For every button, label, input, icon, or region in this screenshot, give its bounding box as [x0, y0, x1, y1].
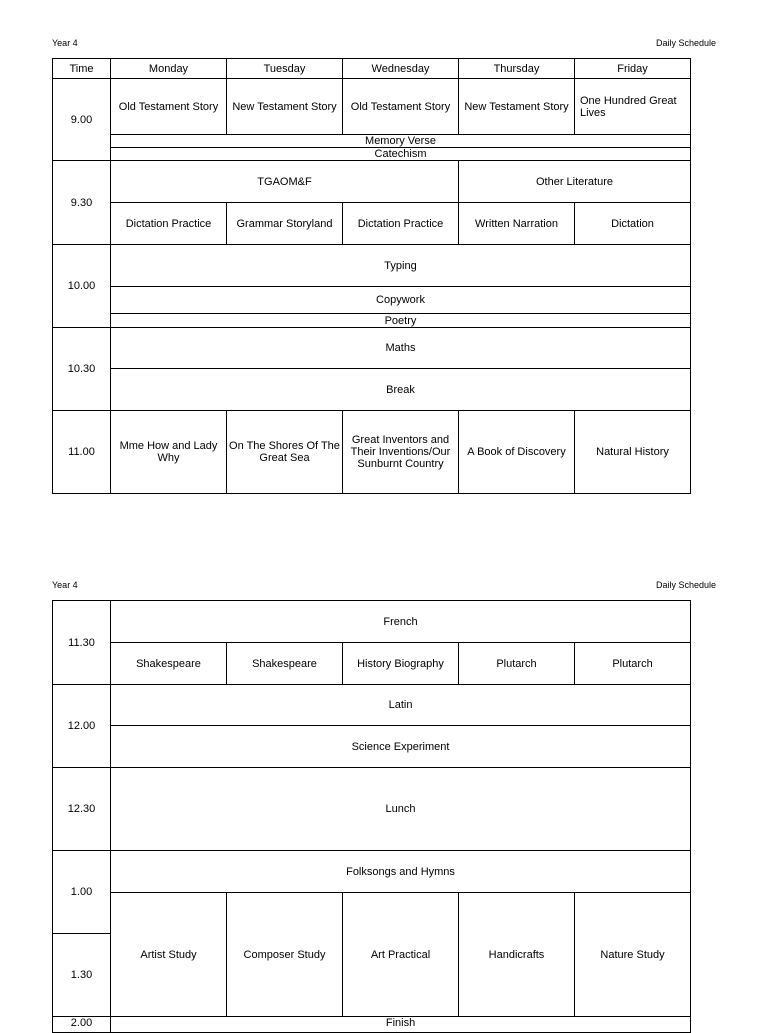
time-2-00: 2.00	[53, 1017, 111, 1033]
memory-verse-row	[53, 135, 691, 148]
time-11-00: 11.00	[53, 411, 111, 494]
cell-dictation-thursday: Written Narration	[459, 203, 575, 245]
page2-year-label: Year 4	[52, 580, 78, 590]
col-header-time: Time	[53, 59, 111, 79]
page1-schedule-table	[52, 58, 691, 494]
cell-dictation-tuesday: Grammar Storyland	[227, 203, 343, 245]
catechism-row	[53, 148, 691, 161]
cell-story-monday: Old Testament Story	[111, 79, 227, 135]
cell-dictation-wednesday: Dictation Practice	[343, 203, 459, 245]
time-1-30: 1.30	[53, 934, 111, 1017]
cell-eleven-wednesday: Great Inventors and Their Inventions/Our Sunburnt Country	[343, 411, 459, 494]
cell-maths: Maths	[111, 328, 691, 369]
page1-year-label: Year 4	[52, 38, 78, 48]
cell-french: French	[111, 601, 691, 643]
col-header-wednesday: Wednesday	[343, 59, 459, 79]
cell-reading-thursday: Plutarch	[459, 643, 575, 685]
cell-reading-wednesday: History Biography	[343, 643, 459, 685]
time-9-00: 9.00	[53, 79, 111, 161]
cell-story-friday: One Hundred Great Lives	[575, 79, 691, 135]
typing-row	[53, 245, 691, 287]
cell-reading-monday: Shakespeare	[111, 643, 227, 685]
time-12-30: 12.30	[53, 768, 111, 851]
cell-memory-verse: Memory Verse	[111, 135, 691, 148]
cell-eleven-thursday: A Book of Discovery	[459, 411, 575, 494]
cell-tgaomf: TGAOM&F	[111, 161, 459, 203]
col-header-tuesday: Tuesday	[227, 59, 343, 79]
page2-title: Daily Schedule	[655, 580, 716, 590]
poetry-row	[53, 314, 691, 328]
header-row	[53, 59, 691, 79]
time-12-00: 12.00	[53, 685, 111, 768]
maths-row	[53, 328, 691, 369]
cell-eleven-friday: Natural History	[575, 411, 691, 494]
cell-typing: Typing	[111, 245, 691, 287]
afternoon-row-a	[53, 893, 691, 934]
cell-folksongs-hymns: Folksongs and Hymns	[111, 851, 691, 893]
cell-reading-friday: Plutarch	[575, 643, 691, 685]
story-row	[53, 79, 691, 135]
reading-row	[53, 643, 691, 685]
col-header-monday: Monday	[111, 59, 227, 79]
cell-eleven-tuesday: On The Shores Of The Great Sea	[227, 411, 343, 494]
cell-copywork: Copywork	[111, 287, 691, 314]
copywork-row	[53, 287, 691, 314]
col-header-thursday: Thursday	[459, 59, 575, 79]
cell-science-experiment: Science Experiment	[111, 726, 691, 768]
cell-poetry: Poetry	[111, 314, 691, 328]
cell-afternoon-friday: Nature Study	[575, 893, 691, 1017]
literature-row	[53, 161, 691, 203]
page1-title: Daily Schedule	[655, 38, 716, 48]
cell-other-literature: Other Literature	[459, 161, 691, 203]
science-row	[53, 726, 691, 768]
col-header-friday: Friday	[575, 59, 691, 79]
cell-dictation-friday: Dictation	[575, 203, 691, 245]
cell-story-wednesday: Old Testament Story	[343, 79, 459, 135]
cell-lunch: Lunch	[111, 768, 691, 851]
cell-dictation-monday: Dictation Practice	[111, 203, 227, 245]
eleven-row	[53, 411, 691, 494]
break-row	[53, 369, 691, 411]
lunch-row	[53, 768, 691, 851]
cell-story-thursday: New Testament Story	[459, 79, 575, 135]
cell-break: Break	[111, 369, 691, 411]
cell-catechism: Catechism	[111, 148, 691, 161]
latin-row	[53, 685, 691, 726]
cell-latin: Latin	[111, 685, 691, 726]
time-10-00: 10.00	[53, 245, 111, 328]
folksongs-row	[53, 851, 691, 893]
time-9-30: 9.30	[53, 161, 111, 245]
finish-row	[53, 1017, 691, 1033]
french-row	[53, 601, 691, 643]
cell-afternoon-tuesday: Composer Study	[227, 893, 343, 1017]
dictation-row	[53, 203, 691, 245]
cell-afternoon-monday: Artist Study	[111, 893, 227, 1017]
cell-afternoon-thursday: Handicrafts	[459, 893, 575, 1017]
cell-reading-tuesday: Shakespeare	[227, 643, 343, 685]
cell-finish: Finish	[111, 1017, 691, 1033]
cell-eleven-monday: Mme How and Lady Why	[111, 411, 227, 494]
cell-story-tuesday: New Testament Story	[227, 79, 343, 135]
time-10-30: 10.30	[53, 328, 111, 411]
page2-schedule-table	[52, 600, 691, 1033]
cell-afternoon-wednesday: Art Practical	[343, 893, 459, 1017]
time-1-00: 1.00	[53, 851, 111, 934]
time-11-30: 11.30	[53, 601, 111, 685]
